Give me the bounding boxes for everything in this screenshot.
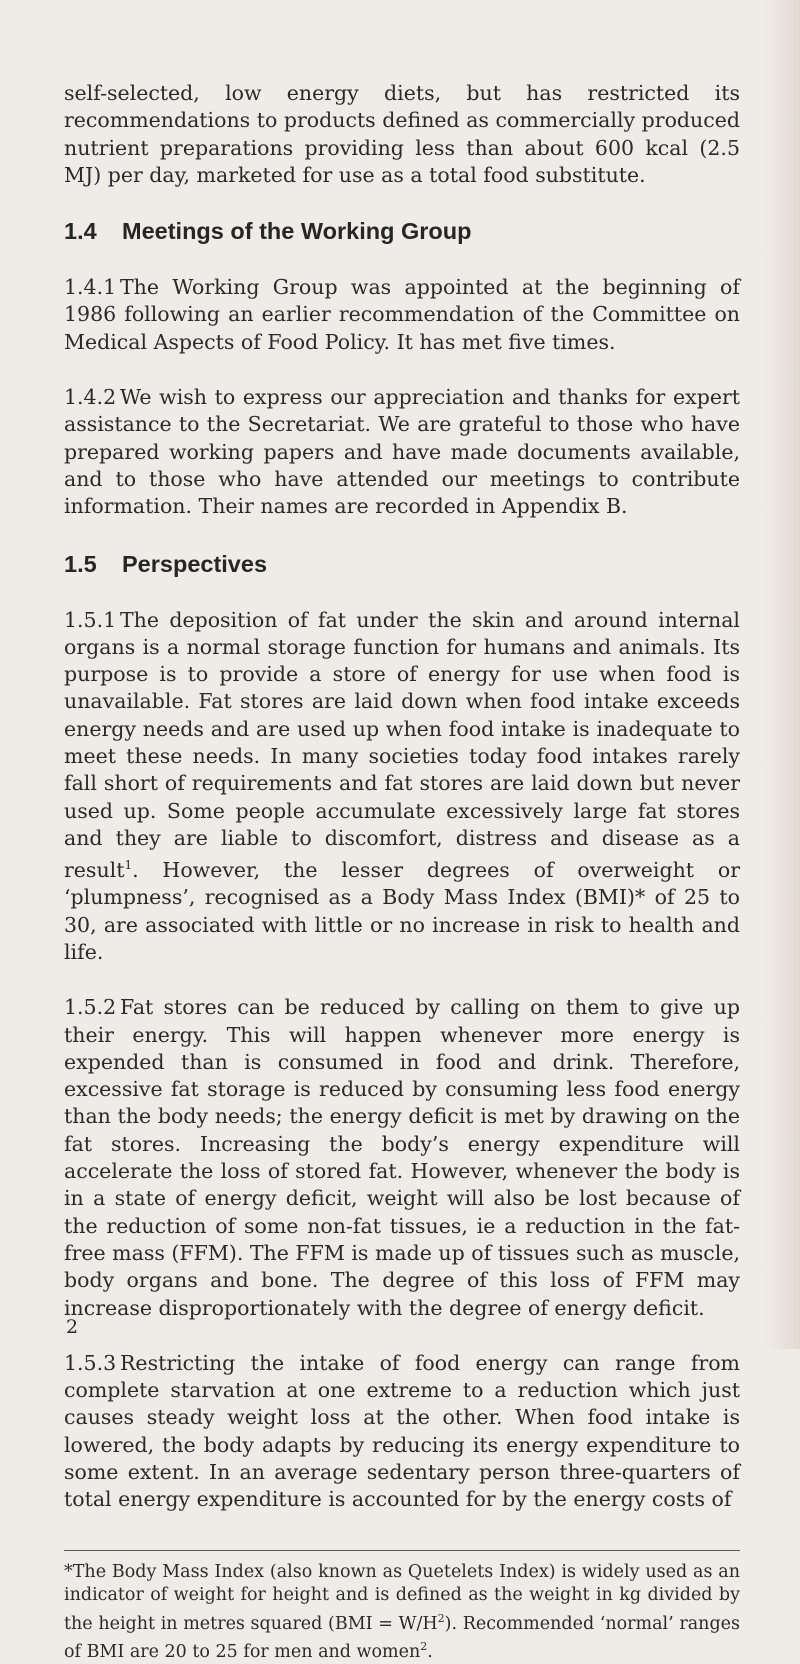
paragraph-1-4-2	[64, 384, 740, 520]
footnote	[64, 1561, 740, 1664]
paragraph-text: The Working Group was appointed at the beginning of 1986 following an earlier recommendation of the Committee on Medical Aspects of Food Policy. It has met five times.	[64, 275, 740, 354]
superscript: 2	[437, 1611, 445, 1625]
intro-paragraph: self-selected, low energy diets, but has restricted its recommendations to products defined as commercially produced nutrient preparations providing less than about 600 kcal (2.5 MJ) per day, marketed for use as a total food substitute.	[64, 81, 740, 187]
footnote-text: *The Body Mass Index (also known as Quetelets Index) is widely used as an indicator of weight for height and is defined as the weight in kg divided by the height in metres squared (BMI = W/H	[64, 1561, 740, 1634]
footnote-text-continued: ). Recommended ‘normal’ ranges of BMI are 20 to 25 for men and women	[64, 1613, 740, 1663]
paragraph-text: Fat stores can be reduced by calling on them to give up their energy. This will happen whenever more energy is expended than is consumed in food and drink. Therefore, excessive fat storage is reduced by consuming less food energy than the body needs; the energy deficit is met by drawing on the fat stores. Increasing the body’s energy expenditure will accelerate the loss of stored fat. However, whenever the body is in a state of energy deficit, weight will also be lost because of the reduction of some non-fat tissues, ie a reduction in the fat-free mass (FFM). The FFM is made up of tissues such as muscle, body organs and bone. The degree of this loss of FFM may increase disproportionately with the degree of energy deficit.	[64, 995, 740, 1320]
paragraph-number: 1.4.1	[64, 275, 117, 300]
footnote-divider	[64, 1550, 740, 1551]
paragraph-text-continued: . However, the lesser degrees of overweight or ‘plumpness’, recognised as a Body Mass Index (BMI)* of 25 to 30, are associated with little or no increase in risk to health and life.	[64, 858, 740, 964]
section-title: Perspectives	[122, 550, 268, 577]
section-number: 1.5	[64, 550, 97, 577]
section-number: 1.4	[64, 218, 97, 245]
paragraph-1-5-1	[64, 607, 740, 967]
page-edge-shadow	[766, 0, 800, 1349]
section-title: Meetings of the Working Group	[122, 218, 472, 245]
paragraph-number: 1.5.3	[64, 1350, 117, 1375]
footnote-text-end: .	[427, 1642, 433, 1663]
paragraph-text: Restricting the intake of food energy can range from complete starvation at one extreme to a reduction which just causes steady weight loss at the other. When food intake is lowered, the body adapts by reducing its energy expenditure to some extent. In an average sedentary person three-quarters of total energy expenditure is accounted for by the energy costs of	[64, 1350, 740, 1512]
paragraph-text: We wish to express our appreciation and thanks for expert assistance to the Secretariat. We are grateful to those who have prepared working papers and have made documents available, and to those who have attended our meetings to contribute information. Their names are recorded in Appendix B.	[64, 385, 740, 519]
footnote-reference: 2	[420, 1640, 428, 1654]
paragraph-1-4-1	[64, 274, 740, 356]
paragraph-number: 1.5.2	[64, 995, 117, 1020]
section-heading-1-4	[64, 216, 740, 246]
section-heading-1-5	[64, 549, 740, 579]
paragraph-text: The deposition of fat under the skin and around internal organs is a normal storage function for humans and animals. Its purpose is to provide a store of energy for use when food is unavailable. Fat stores are laid down when food intake exceeds energy needs and are used up when food intake is inadequate to meet these needs. In many societies today food intakes rarely fall short of requirements and fat stores are laid down but never used up. Some people accumulate excessively large fat stores and they are liable to discomfort, distress and disease as a result	[64, 607, 740, 883]
page-number: 2	[66, 1316, 79, 1338]
paragraph-1-5-3	[64, 1350, 740, 1514]
paragraph-number: 1.4.2	[64, 385, 117, 410]
footnote-reference: 1	[124, 858, 133, 873]
paragraph-number: 1.5.1	[64, 607, 117, 632]
paragraph-1-5-2	[64, 994, 740, 1322]
document-page	[64, 80, 740, 1664]
